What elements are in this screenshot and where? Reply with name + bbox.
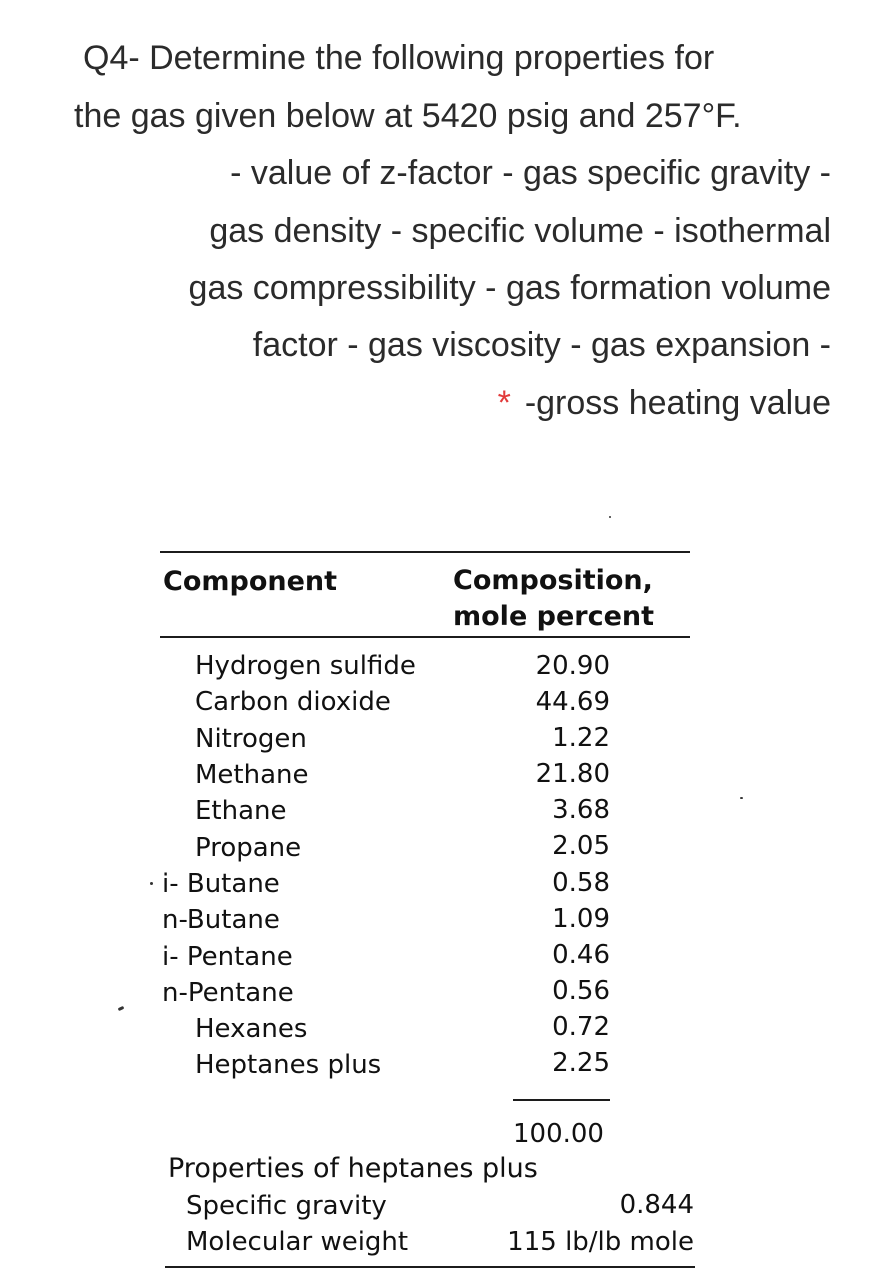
table-row-component: Propane (195, 833, 302, 863)
specific-gravity-label: Specific gravity (186, 1191, 387, 1221)
specific-gravity-value: 0.844 (619, 1190, 694, 1220)
question-line-6: factor - gas viscosity - gas expansion - (252, 326, 831, 364)
header-composition-line-1: Composition, (453, 565, 653, 596)
question-line-5: gas compressibility - gas formation volume (188, 269, 831, 307)
question-line-7-text: -gross heating value (524, 384, 831, 422)
table-header-rule (160, 636, 690, 638)
table-row-value: 1.22 (552, 723, 610, 753)
question-line-4: gas density - specific volume - isothermal (209, 212, 831, 250)
question-line-1: Q4- Determine the following properties for (83, 39, 715, 77)
table-row-value: 44.69 (535, 687, 610, 717)
table-row-component: Methane (195, 760, 309, 790)
table-row-component: Ethane (195, 796, 287, 826)
table-row-value: 0.46 (552, 940, 610, 970)
table-top-rule (160, 551, 690, 553)
scan-speck (740, 797, 743, 799)
scan-speck (118, 1006, 125, 1011)
table-row-value: 20.90 (535, 651, 610, 681)
molecular-weight-value: 115 lb/lb mole (507, 1227, 694, 1257)
table-row-value: 0.72 (552, 1012, 610, 1042)
table-row-value: 2.25 (552, 1048, 610, 1078)
table-row-value: 2.05 (552, 831, 610, 861)
scan-speck (150, 882, 153, 885)
header-composition-line-2: mole percent (453, 601, 655, 632)
table-row-value: 3.68 (552, 795, 610, 825)
table-row-component: n-Pentane (162, 978, 294, 1008)
table-row-value: 0.56 (552, 976, 610, 1006)
table-row-value: 1.09 (552, 904, 610, 934)
table-row-component: i- Pentane (162, 942, 293, 972)
table-row-component: Nitrogen (195, 724, 307, 754)
sum-rule (513, 1099, 610, 1101)
question-line-7 (498, 383, 831, 423)
table-row-component: Hexanes (195, 1014, 308, 1044)
question-line-3: - value of z-factor - gas specific gravity - (230, 154, 831, 192)
table-row-value: 21.80 (535, 759, 610, 789)
table-row-component: Carbon dioxide (195, 687, 391, 717)
table-row-component: i- Butane (162, 869, 280, 899)
table-row-value: 0.58 (552, 868, 610, 898)
scan-speck (609, 516, 611, 518)
question-line-2: the gas given below at 5420 psig and 257°F. (74, 97, 742, 135)
table-row-component: Hydrogen sulfide (195, 651, 416, 681)
table-bottom-rule (165, 1266, 695, 1268)
molecular-weight-label: Molecular weight (186, 1227, 409, 1257)
heptanes-properties-title: Properties of heptanes plus (168, 1153, 538, 1184)
total-value: 100.00 (513, 1119, 604, 1149)
table-row-component: Heptanes plus (195, 1050, 382, 1080)
table-row-component: n-Butane (162, 905, 280, 935)
header-component: Component (163, 566, 338, 597)
asterisk-mark: * (497, 384, 511, 422)
